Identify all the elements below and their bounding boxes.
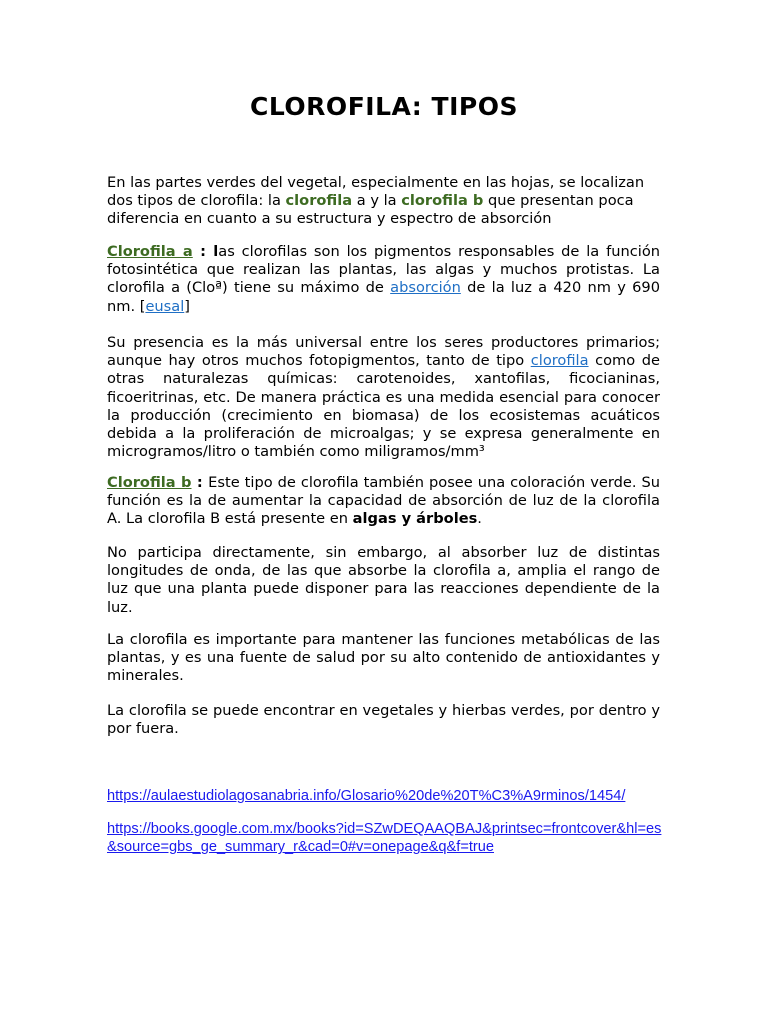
term-clorofila: clorofila: [285, 192, 353, 210]
text: En las partes verdes del vegetal, especialmente en las hojas, se localizan dos tipos de clorofila: la: [107, 174, 645, 210]
reference-link-google-books[interactable]: https://books.google.com.mx/books?id=SZwDEQAAQBAJ&printsec=frontcover&hl=es&source=gbs_ge_summary_r&cad=0#v=onepage&q&f=true: [107, 821, 662, 856]
paragraph-clorofila-a: [107, 243, 660, 316]
link-eusal[interactable]: eusal: [145, 297, 185, 315]
term-clorofila-b: clorofila b: [401, 192, 484, 210]
text: que presentan poca diferencia en cuanto a su estructura y espectro de absorción: [107, 192, 634, 228]
text: Su presencia es la más universal entre los seres productores primarios; aunque hay otros muchos fotopigmentos, tanto de tipo: [107, 334, 660, 370]
paragraph-presencia: [107, 334, 660, 461]
text: a y la: [352, 192, 402, 210]
text: como de otras naturalezas químicas: carotenoides, xantofilas, ficocianinas, ficoeritrinas, etc. De manera práctica es una medida esencial para conocer la producción (crecimiento en biomasa) de los ecosistemas acuáticos debida a la proliferación de microalgas; y se expresa generalmente en microgramos/litro o también como miligramos/mm³: [107, 352, 660, 461]
paragraph-no-participa: No participa directamente, sin embargo, al absorber luz de distintas longitudes de onda, de las que absorbe la clorofila a, amplia el rango de luz que una planta puede disponer para las reacciones dependiente de la luz.: [107, 544, 660, 616]
paragraph-clorofila-b: [107, 474, 660, 529]
text: Este tipo de clorofila también posee una coloración verde. Su función es la de aumentar la capacidad de absorción de luz de la clorofila A. La clorofila B está presente en: [107, 474, 660, 528]
colon: :: [192, 243, 214, 260]
paragraph-importancia: La clorofila es importante para mantener las funciones metabólicas de las plantas, y es una fuente de salud por su alto contenido de antioxidantes y minerales.: [107, 631, 660, 685]
term-algas-y-arboles: algas y árboles: [352, 510, 478, 528]
colon: :: [191, 474, 209, 491]
text: .: [477, 510, 482, 528]
link-clorofila-b[interactable]: Clorofila b: [107, 474, 192, 491]
paragraph-intro: [107, 174, 660, 229]
paragraph-fuentes: La clorofila se puede encontrar en vegetales y hierbas verdes, por dentro y por fuera.: [107, 702, 660, 738]
reference-link-aulaestudio[interactable]: https://aulaestudiolagosanabria.info/Glosario%20de%20T%C3%A9rminos/1454/: [107, 788, 626, 804]
link-clorofila[interactable]: clorofila: [530, 352, 589, 370]
text: ]: [184, 297, 190, 315]
link-clorofila-a[interactable]: Clorofila a: [107, 243, 193, 260]
text: de la luz a 420 nm y 690 nm. [: [107, 279, 660, 315]
page-title: CLOROFILA: TIPOS: [250, 92, 518, 121]
bold-letter: l: [213, 243, 219, 260]
link-absorcion[interactable]: absorción: [390, 279, 461, 297]
text: as clorofilas son los pigmentos responsables de la función fotosintética que realizan las plantas, las algas y muchos protistas. La clorofila a (Cloª) tiene su máximo de: [107, 243, 661, 297]
